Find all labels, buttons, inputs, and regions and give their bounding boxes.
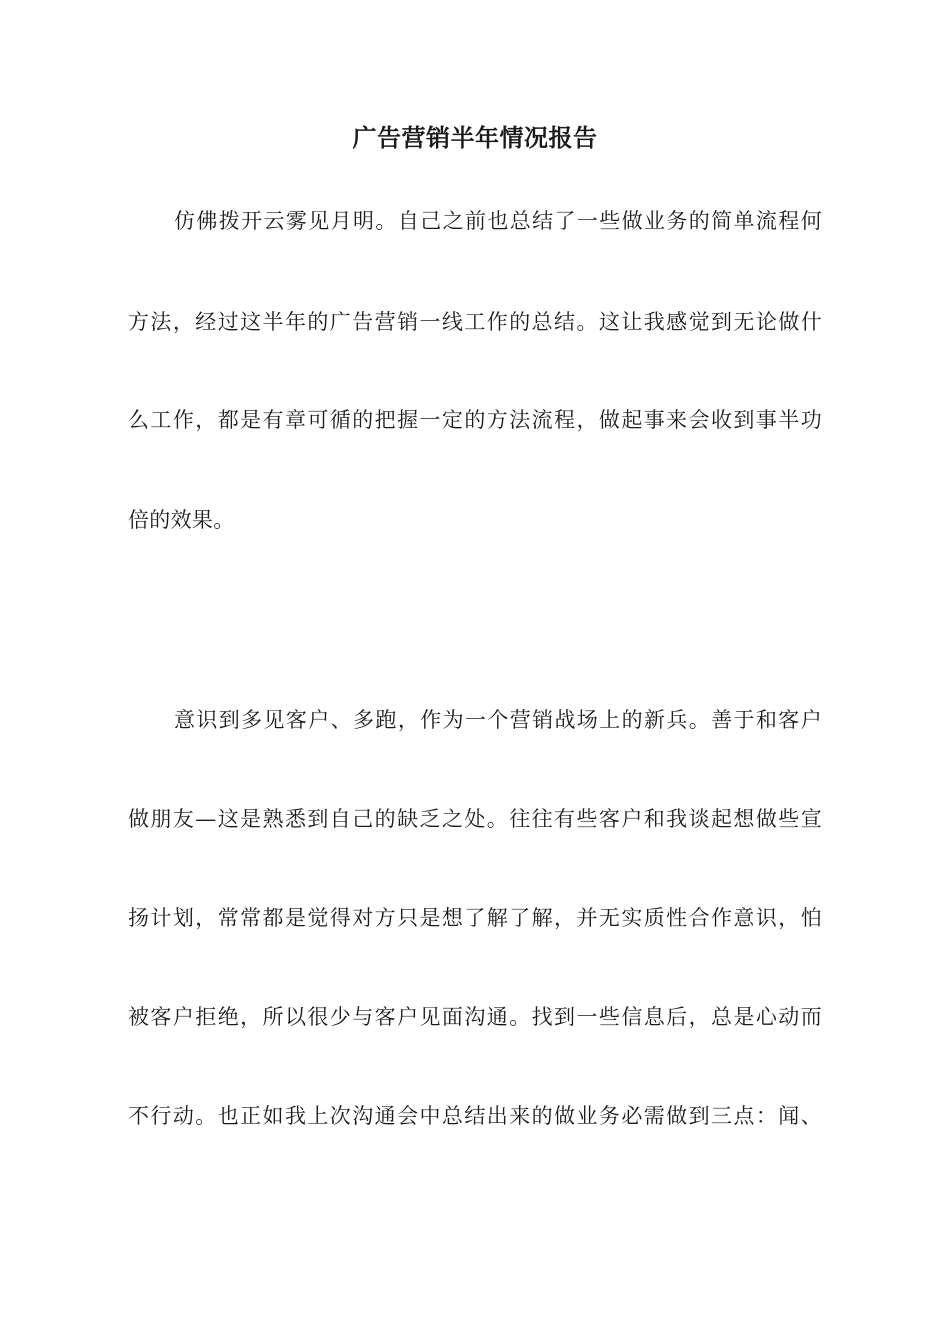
paragraph-line: 不行动。也正如我上次沟通会中总结出来的做业务必需做到三点：闻、 [128,1104,822,1128]
paragraph-line: 仿佛拨开云雾见月明。自己之前也总结了一些做业务的简单流程何 [174,209,822,233]
paragraph-line: 被客户拒绝，所以很少与客户见面沟通。找到一些信息后，总是心动而 [128,1005,822,1029]
paragraph-line: 么工作，都是有章可循的把握一定的方法流程，做起事来会收到事半功 [128,408,822,432]
paragraph-line: 倍的效果。 [128,508,235,532]
document-title: 广告营销半年情况报告 [352,124,598,152]
paragraph-line: 扬计划，常常都是觉得对方只是想了解了解，并无实质性合作意识，怕 [128,906,822,930]
paragraph-line: 意识到多见客户、多跑，作为一个营销战场上的新兵。善于和客户 [174,708,822,732]
paragraph-line: 方法，经过这半年的广告营销一线工作的总结。这让我感觉到无论做什 [128,310,822,334]
paragraph-line: 做朋友—这是熟悉到自己的缺乏之处。往往有些客户和我谈起想做些宣 [128,807,822,831]
